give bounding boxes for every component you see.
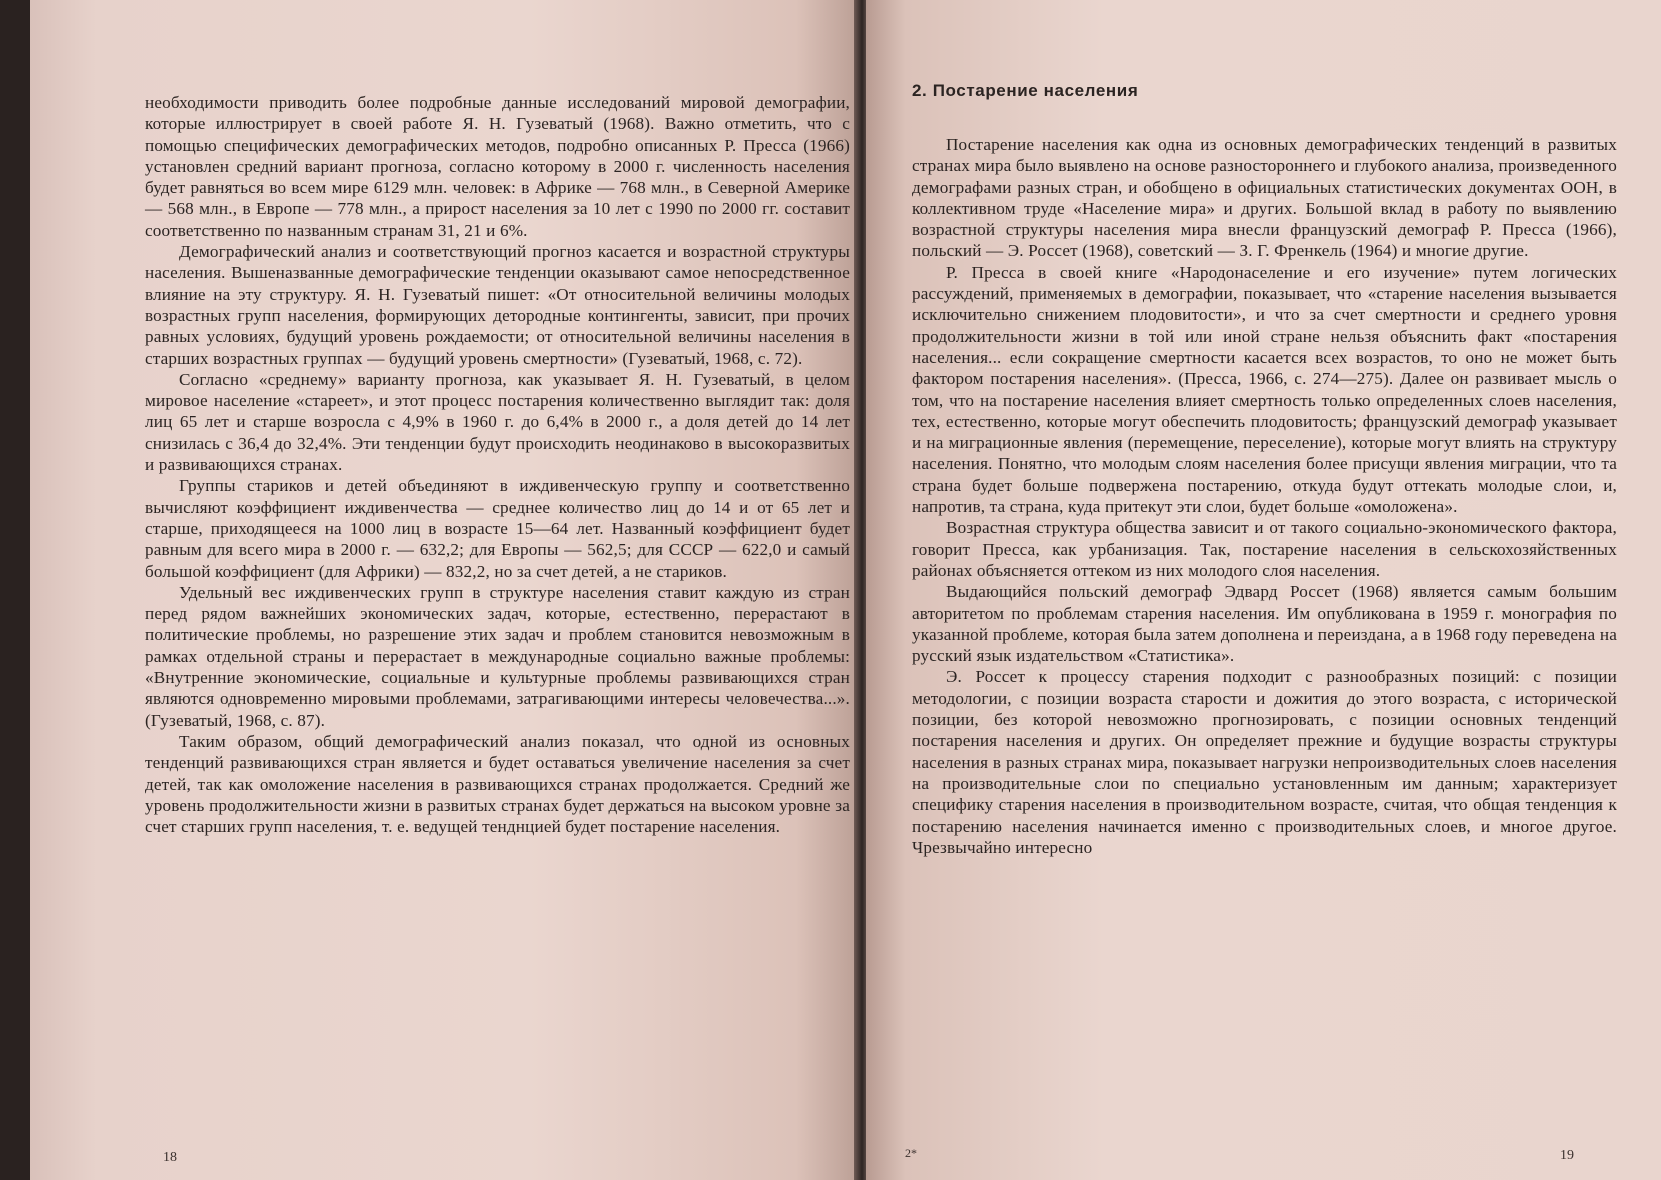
paragraph: Демографический анализ и соответствующий прогноз касается и возрастной структуры населения. Вышеназванные демографические тенденции оказывают самое непосредственное влияние на эту структуру. Я. Н. Гузеватый пишет: «От относительной величины молодых возрастных групп населения, формирующих детородные контингенты, зависит, при прочих равных условиях, будущий уровень рождаемости; от относительной величины населения в старших возрастных группах — будущий уровень смертности» (Гузеватый, 1968, с. 72). (145, 242, 850, 368)
paragraph: Возрастная структура общества зависит и от такого социально-экономического фактора, говорит Пресса, как урбанизация. Так, постарение населения в сельскохозяйственных районах объясняется оттеком из них молодого слоя населения. (912, 518, 1617, 580)
paragraph: Выдающийся польский демограф Эдвард Россет (1968) является самым большим авторитетом по проблемам старения населения. Им опубликована в 1959 г. монография по указанной проблеме, которая была затем дополнена и переиздана, а в 1968 году переведена на русский язык издательством «Статистика». (912, 582, 1617, 666)
paragraph: Группы стариков и детей объединяют в иждивенческую группу и соответственно вычисляют коэффициент иждивенчества — среднее количество лиц до 14 и от 65 лет и старше, приходящееся на 1000 лиц в возрасте 15—64 лет. Названный коэффициент будет равным для всего мира в 2000 г. — 632,2; для Европы — 562,5; для СССР — 622,0 и самый большой коэффициент (для Африки) — 832,2, но за счет детей, а не стариков. (145, 476, 850, 581)
signature-mark: 2* (905, 1146, 917, 1160)
page-number: 19 (1560, 1148, 1574, 1163)
paragraph: необходимости приводить более подробные данные исследований мировой демографии, которые иллюстрирует в своей работе Я. Н. Гузеватый (1968). Важно отметить, что с помощью специфических демографических методов, подробно описанных Р. Пресса (1966) установлен средний вариант прогноза, согласно которому в 2000 г. численность населения будет равняться во всем мире 6129 млн. человек: в Африке — 768 млн., в Северной Америке — 568 млн., в Европе — 778 млн., а прирост населения за 10 лет с 1990 по 2000 гг. составит соответственно по названным странам 31, 21 и 6%. (145, 93, 850, 240)
paragraph: Удельный вес иждивенческих групп в структуре населения ставит каждую из стран перед рядом важнейших экономических задач, которые, естественно, перерастают в политические проблемы, но разрешение этих задач и проблем становится невозможным в рамках отдельной страны и перерастает в международные социально важные проблемы: «Внутренние экономические, социальные и культурные проблемы развивающихся стран являются одновременно мировыми проблемами, затрагивающими интересы человечества...». (Гузеватый, 1968, с. 87). (145, 582, 850, 730)
right-page-text (912, 134, 1617, 858)
section-heading: 2. Постарение населения (912, 81, 1139, 100)
right-page (866, 0, 1661, 1180)
paragraph: Согласно «среднему» варианту прогноза, как указывает Я. Н. Гузеватый, в целом мировое население «стареет», и этот процесс постарения количественно выглядит так: доля лиц 65 лет и старше возросла с 4,9% в 1960 г. до 6,4% в 2000 г., а доля детей до 14 лет снизилась с 36,4 до 32,4%. Эти тенденции будут происходить неодинаково в высокоразвитых и развивающихся странах. (145, 369, 850, 475)
left-page (30, 0, 862, 1180)
paragraph: Р. Пресса в своей книге «Народонаселение и его изучение» путем логических рассуждений, применяемых в демографии, показывает, что «старение населения вызывается исключительно снижением плодовитости», и что за счет смертности и среднего уровня продолжительности жизни в той или иной стране нельзя объяснить факт «постарения населения... если сокращение смертности касается всех возрастов, то оно не может быть фактором постарения населения». (Пресса, 1966, с. 274—275). Далее он развивает мысль о том, что на постарение населения влияет смертность только определенных слоев населения, тех, естественно, которые могут обеспечить плодовитость; французский демограф указывает и на миграционные явления (перемещение, переселение), которые могут влиять на структуру населения. Понятно, что молодым слоям населения более присущи явления миграции, что та страна будет больше подвержена постарению, откуда будут оттекать молодые слои, и, напротив, та страна, куда притекут эти слои, будет больше «омоложена». (912, 262, 1617, 517)
left-page-text (145, 92, 850, 837)
paragraph: Постарение населения как одна из основных демографических тенденций в развитых странах мира было выявлено на основе разностороннего и глубокого анализа, произведенного демографами разных стран, и обобщено в официальных статистических документах ООН, в коллективном труде «Население мира» и других. Большой вклад в работу по выявлению возрастной структуры населения мира внесли французский демограф Р. Пресса (1966), польский — Э. Россет (1968), советский — З. Г. Френкель (1964) и многие другие. (912, 135, 1617, 261)
paragraph: Э. Россет к процессу старения подходит с разнообразных позиций: с позиции методологии, с позиции возраста старости и дожития до этого возраста, с исторической позиции, без которой невозможно прогнозировать, с позиции основных тенденций постарения населения и других. Он определяет прежние и будущие возрасты структуры населения в разных странах мира, показывает нагрузки непроизводительных слоев населения на производительные слои по специально установленным им данным; характеризует специфику старения населения в производительном возрасте, считая, что общая тенденция к постарению населения начинается именно с производительных слоев, и многое другое. Чрезвычайно интересно (912, 667, 1617, 857)
paragraph: Таким образом, общий демографический анализ показал, что одной из основных тенденций развивающихся стран является и будет оставаться увеличение населения за счет детей, так как омоложение населения в развивающихся странах продолжается. Средний же уровень продолжительности жизни в развитых странах будет держаться на высоком уровне за счет старших групп населения, т. е. ведущей тенднцией будет постарение населения. (145, 731, 850, 837)
page-number: 18 (163, 1150, 177, 1165)
